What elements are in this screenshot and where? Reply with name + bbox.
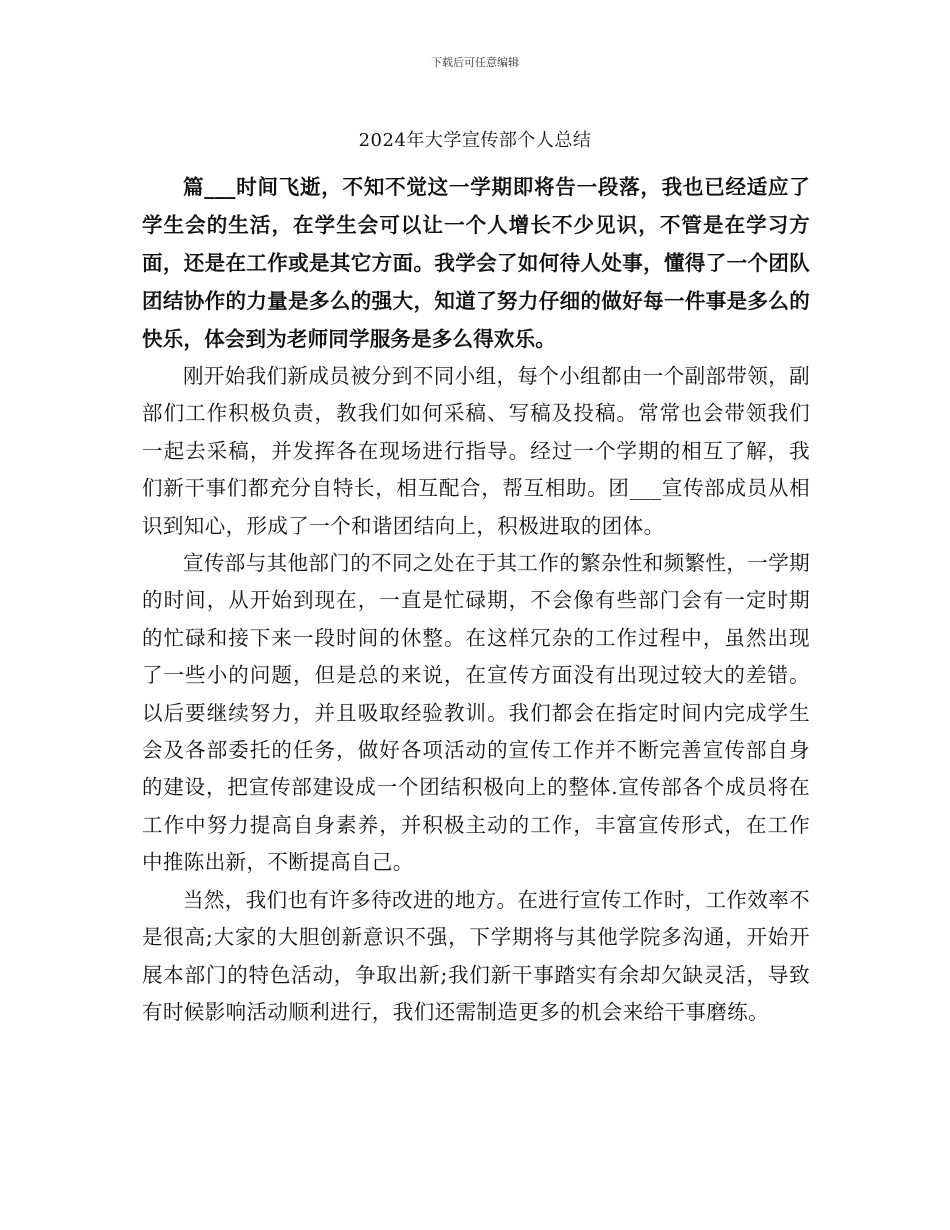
paragraph-work: 宣传部与其他部门的不同之处在于其工作的繁杂性和频繁性，一学期的时间，从开始到现在，一直是忙碌期，不会像有些部门会有一定时期的忙碌和接下来一段时间的休整。在这样冗杂的工作过程中，虽然出现了一些小的问题，但是总的来说，在宣传方面没有出现过较大的差错。以后要继续努力，并且吸取经验教训。我们都会在指定时间内完成学生会及各部委托的任务，做好各项活动的宣传工作并不断完善宣传部自身的建设，把宣传部建设成一个团结积极向上的整体.宣传部各个成员将在工作中努力提高自身素养，并积极主动的工作，丰富宣传形式，在工作中推陈出新，不断提高自己。 [142, 551, 810, 875]
header-note: 下载后可任意编辑 [431, 56, 519, 69]
document-title: 2024年大学宣传部个人总结 [358, 130, 592, 151]
paragraph-intro: 篇___时间飞逝，不知不觉这一学期即将告一段落，我也已经适应了学生会的生活，在学生会可以让一个人增长不少见识，不管是在学习方面，还是在工作或是其它方面。我学会了如何待人处事，懂得了一个团队团结协作的力量是多么的强大，知道了努力仔细的做好每一件事是多么的快乐，体会到为老师同学服务是多么得欢乐。 [142, 175, 810, 351]
paragraph-improvement: 当然，我们也有许多待改进的地方。在进行宣传工作时，工作效率不是很高;大家的大胆创新意识不强，下学期将与其他学院多沟通，开始开展本部门的特色活动，争取出新;我们新干事踏实有余却欠缺灵活，导致有时候影响活动顺利进行，我们还需制造更多的机会来给干事磨练。 [142, 887, 810, 1024]
paragraph-team: 刚开始我们新成员被分到不同小组，每个小组都由一个副部带领，副部们工作积极负责，教我们如何采稿、写稿及投稿。常常也会带领我们一起去采稿，并发挥各在现场进行指导。经过一个学期的相互了解，我们新干事们都充分自特长，相互配合，帮互相助。团___宣传部成员从相识到知心，形成了一个和谐团结向上，积极进取的团体。 [142, 364, 810, 538]
document-body [142, 168, 810, 1031]
